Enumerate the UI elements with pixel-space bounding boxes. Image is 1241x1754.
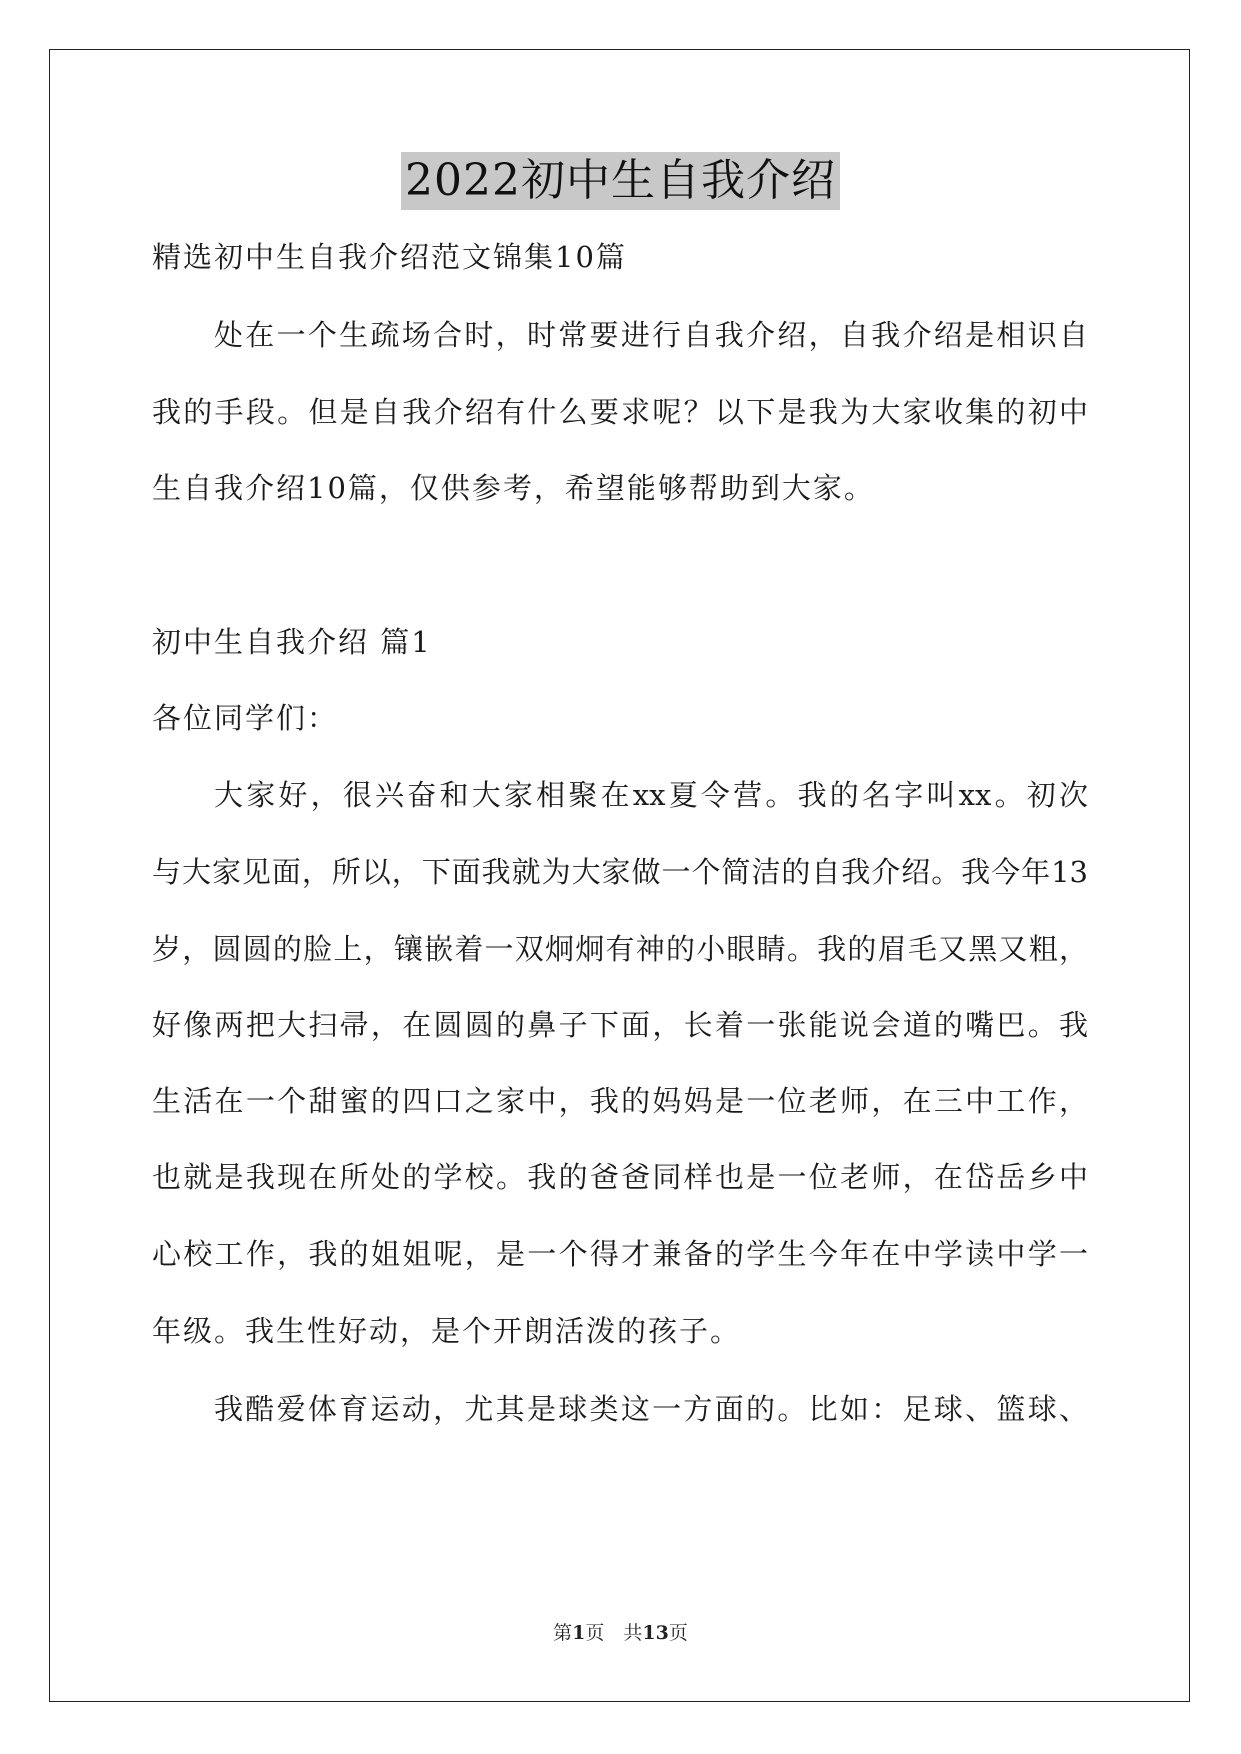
- intro-line: 处在一个生疏场合时，时常要进行自我介绍，自我介绍是相识自: [214, 318, 1088, 352]
- intro-line: 生自我介绍10篇，仅供参考，希望能够帮助到大家。: [152, 471, 875, 505]
- body-line: 好像两把大扫帚，在圆圆的鼻子下面，长着一张能说会道的嘴巴。我: [152, 1008, 1088, 1042]
- footer-total-pages: 13: [642, 1622, 669, 1644]
- intro-line: 我的手段。但是自我介绍有什么要求呢？以下是我为大家收集的初中: [152, 395, 1088, 429]
- salutation: 各位同学们：: [152, 701, 339, 735]
- section-heading: 初中生自我介绍 篇1: [152, 625, 432, 659]
- body-line: 生活在一个甜蜜的四口之家中，我的妈妈是一位老师，在三中工作，: [152, 1084, 1088, 1118]
- document-subtitle: 精选初中生自我介绍范文锦集10篇: [152, 240, 627, 274]
- body-line: 大家好，很兴奋和大家相聚在xx夏令营。我的名字叫xx。初次: [214, 778, 1088, 812]
- body-line: 岁，圆圆的脸上，镶嵌着一双炯炯有神的小眼睛。我的眉毛又黑又粗，: [152, 932, 1088, 966]
- document-title: 2022初中生自我介绍: [401, 152, 840, 210]
- body-line: 心校工作，我的姐姐呢，是一个得才兼备的学生今年在中学读中学一: [152, 1237, 1088, 1271]
- body-line: 我酷爱体育运动，尤其是球类这一方面的。比如：足球、篮球、: [214, 1392, 1088, 1426]
- page-footer: [0, 1621, 1241, 1645]
- footer-suffix: 页: [668, 1622, 688, 1644]
- body-line: 年级。我生性好动，是个开朗活泼的孩子。: [152, 1314, 742, 1348]
- title-container: [0, 152, 1241, 210]
- footer-prefix: 第: [553, 1622, 573, 1644]
- footer-page-number: 1: [572, 1622, 586, 1644]
- body-line: 也就是我现在所处的学校。我的爸爸同样也是一位老师，在岱岳乡中: [152, 1160, 1088, 1194]
- footer-mid: 页 共: [585, 1622, 643, 1644]
- body-line: 与大家见面，所以，下面我就为大家做一个简洁的自我介绍。我今年13: [152, 855, 1088, 889]
